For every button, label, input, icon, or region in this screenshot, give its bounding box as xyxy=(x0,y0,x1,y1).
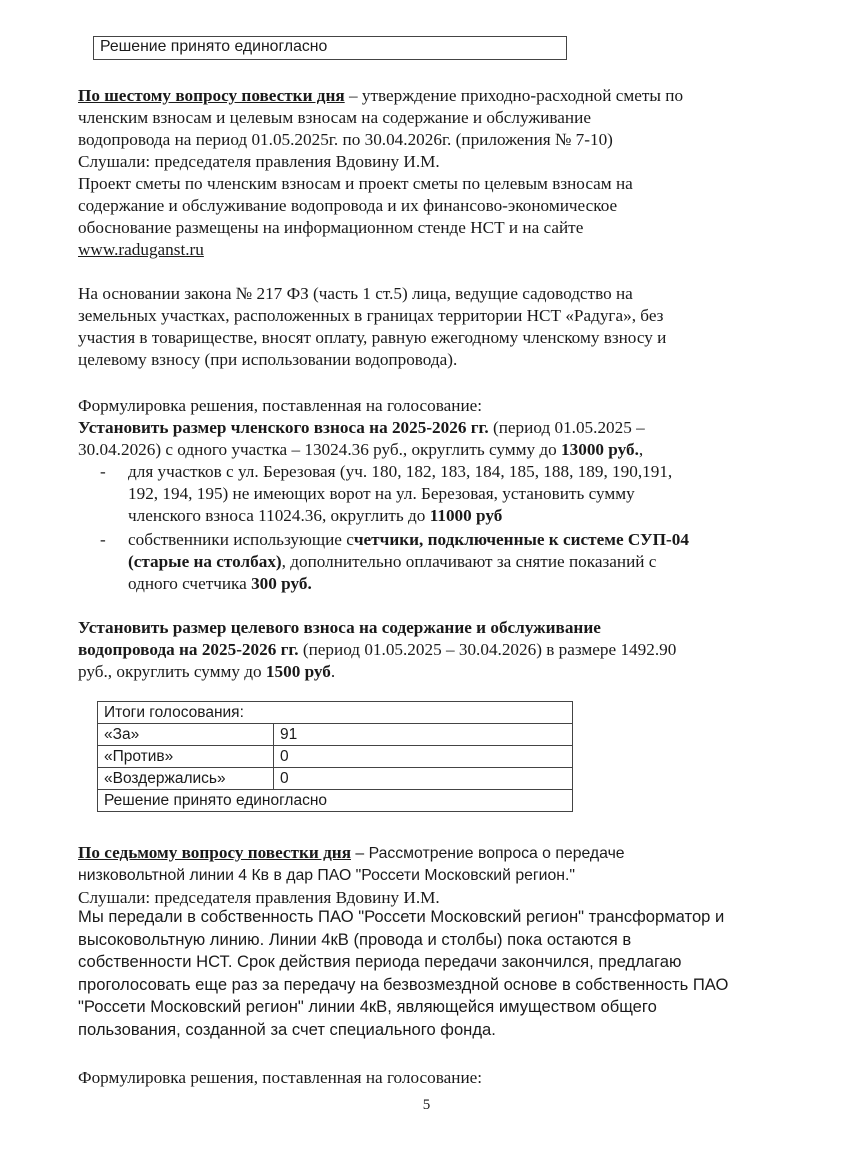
bullet-dash: - xyxy=(100,462,106,481)
bullet-berezovaya xyxy=(100,461,780,527)
decision2-l3-end: . xyxy=(330,662,336,681)
bullet2-l2: , дополнительно оплачивают за снятие показаний с xyxy=(281,552,657,571)
table-row xyxy=(98,768,573,790)
q7-body-3: проголосовать еще раз за передачу на безвозмездной основе в собственность ПАО xyxy=(78,974,729,994)
votes-result: Решение принято единогласно xyxy=(98,790,573,812)
q7-heading: По седьмому вопросу повестки дня xyxy=(78,843,351,862)
law-line-2: участия в товариществе, вносят оплату, равную ежегодному членскому взносу и xyxy=(78,328,667,347)
decision2-l3: руб., округлить сумму до xyxy=(78,662,266,681)
decision1-section xyxy=(78,395,778,461)
bullet1-l2: 192, 194, 195) не имеющих ворот на ул. Березовая, установить сумму xyxy=(128,484,635,503)
decision1-amount: 13000 руб. xyxy=(561,440,639,459)
q6-heading: По шестому вопросу повестки дня xyxy=(78,86,345,105)
decision2-section xyxy=(78,617,778,683)
vote-value-for: 91 xyxy=(274,724,573,746)
decision1-l1-rest: (период 01.05.2025 – xyxy=(488,418,645,437)
bullet2-amount: 300 руб. xyxy=(251,574,312,593)
website-link[interactable]: www.raduganst.ru xyxy=(78,240,204,259)
bullet-meters xyxy=(100,529,780,595)
bullet2-bold: четчики, подключенные к системе СУП-04 xyxy=(353,530,689,549)
law-line-0: На основании закона № 217 ФЗ (часть 1 ст.5) лица, ведущие садоводство на xyxy=(78,284,633,303)
bullet2-bold-2: (старые на столбах) xyxy=(128,552,282,571)
decision2-bold-1: Установить размер целевого взноса на содержание и обслуживание xyxy=(78,618,601,637)
q7-l1: – Рассмотрение вопроса о передаче xyxy=(351,845,625,862)
votes-table xyxy=(97,701,573,812)
q7-intro-text: Формулировка решения, поставленная на голосование: xyxy=(78,1068,483,1087)
top-decision-text: Решение принято единогласно xyxy=(100,38,328,55)
decision2-amount: 1500 руб xyxy=(265,662,331,681)
q7-body-1: высоковольтную линию. Линии 4кВ (провода и столбы) пока остаются в xyxy=(78,929,632,949)
law-paragraph xyxy=(78,283,778,371)
q6-line-0: – утверждение приходно-расходной сметы по xyxy=(344,86,684,105)
q7-body xyxy=(78,906,778,1041)
table-row xyxy=(98,724,573,746)
table-row xyxy=(98,790,573,812)
top-decision-box xyxy=(93,36,567,60)
q6-line-5: содержание и обслуживание водопровода и их финансово-экономическое xyxy=(78,196,618,215)
q7-l2: низковольтной линии 4 Кв в дар ПАО "Россети Московский регион." xyxy=(78,867,575,884)
vote-value-against: 0 xyxy=(274,746,573,768)
vote-value-abstain: 0 xyxy=(274,768,573,790)
q7-body-2: собственности НСТ. Срок действия периода передачи закончился, предлагаю xyxy=(78,952,682,971)
q7-intro xyxy=(78,1067,778,1089)
q6-heading-line xyxy=(78,85,778,107)
q6-line-2: водопровода на период 01.05.2025г. по 30.04.2026г. (приложения № 7-10) xyxy=(78,130,613,149)
q7-section xyxy=(78,842,778,909)
bullet2-l3: одного счетчика xyxy=(128,574,252,593)
decision1-intro: Формулировка решения, поставленная на голосование: xyxy=(78,396,483,415)
q6-section xyxy=(78,85,778,261)
decision1-bold: Установить размер членского взноса на 2025-2026 гг. xyxy=(78,418,489,437)
q7-l3: Слушали: председателя правления Вдовину И.М. xyxy=(78,888,440,907)
vote-label-against: «Против» xyxy=(98,746,274,768)
bullet-dash: - xyxy=(100,530,106,549)
page-number: 5 xyxy=(422,1097,431,1113)
table-row xyxy=(98,702,573,724)
q7-body-5: пользования, созданной за счет специального фонда. xyxy=(78,1019,496,1039)
decision1-l2: 30.04.2026) с одного участка – 13024.36 руб., округлить сумму до xyxy=(78,440,562,459)
law-line-3: целевому взносу (при использовании водопровода). xyxy=(78,350,458,369)
vote-label-for: «За» xyxy=(98,724,274,746)
law-line-1: земельных участках, расположенных в границах территории НСТ «Радуга», без xyxy=(78,306,664,325)
vote-label-abstain: «Воздержались» xyxy=(98,768,274,790)
bullet1-l1: для участков с ул. Березовая (уч. 180, 182, 183, 184, 185, 188, 189, 190,191, xyxy=(128,462,673,481)
q6-line-4: Проект сметы по членским взносам и проект сметы по целевым взносам на xyxy=(78,174,633,193)
bullet1-l3: членского взноса 11024.36, округлить до xyxy=(128,506,430,525)
table-row xyxy=(98,746,573,768)
q6-line-1: членским взносам и целевым взносам на содержание и обслуживание xyxy=(78,108,591,127)
q6-line-6: обоснование размещены на информационном стенде НСТ и на сайте xyxy=(78,218,584,237)
q7-body-0: Мы передали в собственность ПАО "Россети Московский регион" трансформатор и xyxy=(78,907,725,926)
bullet2-l1: собственники использующие с xyxy=(128,530,354,549)
decision1-l2-end: , xyxy=(638,440,644,459)
q7-body-4: "Россети Московский регион" линии 4кВ, являющейся имуществом общего xyxy=(78,997,657,1016)
decision2-l2: (период 01.05.2025 – 30.04.2026) в размере 1492.90 xyxy=(298,640,677,659)
votes-header: Итоги голосования: xyxy=(98,702,573,724)
q6-line-3: Слушали: председателя правления Вдовину И.М. xyxy=(78,152,440,171)
bullet1-amount: 11000 руб xyxy=(429,506,503,525)
decision2-bold-2: водопровода на 2025-2026 гг. xyxy=(78,640,299,659)
